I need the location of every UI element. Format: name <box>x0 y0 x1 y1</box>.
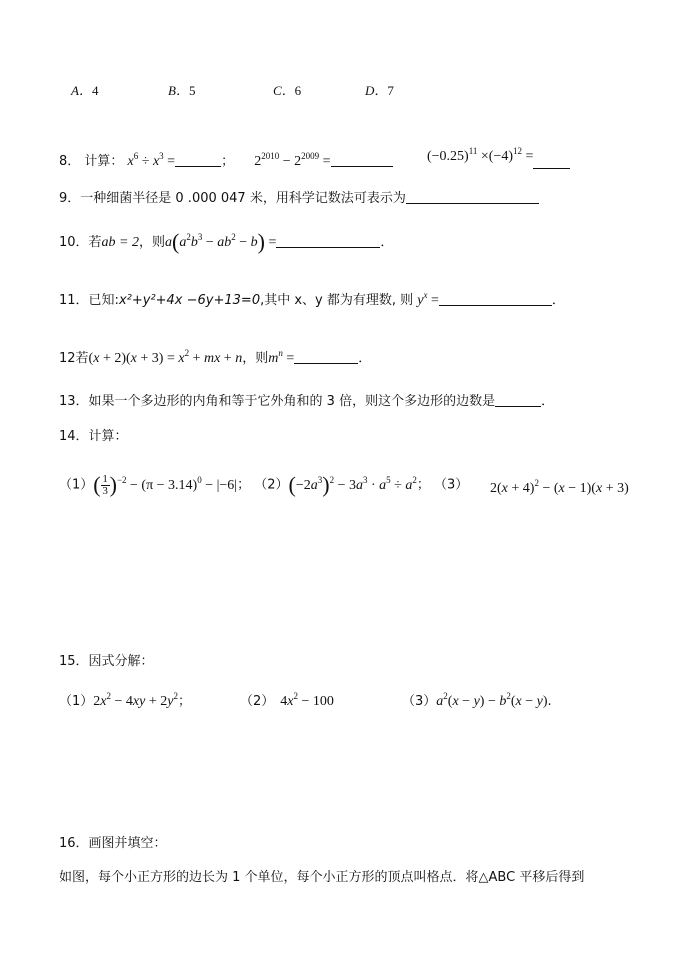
question-16-text: 如图，每个小正方形的边长为 1 个单位，每个小正方形的顶点叫格点．将△ABC 平移后得到 <box>59 870 585 885</box>
question-15-part-3: $(3)a^2(x - y) - b^2(x - y)$. <box>402 691 552 709</box>
option-a: A．4 <box>71 83 99 98</box>
q10-expr: $a(a^2b^3 - ab^2 - b)$ = <box>165 229 277 254</box>
q8-expr-3: $(-0.25)^{11} \times(-4)^{12}$ = <box>427 149 570 169</box>
question-8: 8． 计算： $x^6 \div x^3$ = ； $2^{2010} - 2^{2009}$ = <box>59 153 393 171</box>
option-b: B．5 <box>168 83 196 98</box>
q14-expr-3: $2(x + 4)^2 - (x - 1)(x + 3)$ <box>490 478 629 496</box>
q14-expr-2: $(-2a^3)^2 - 3a^3 \cdot a^5 \div a^2$ <box>288 471 417 497</box>
option-c: C．6 <box>273 83 302 98</box>
question-14: 14．计算： <box>59 429 128 444</box>
question-14-parts: （1）( $\frac{1}{3}$ )$^{-2} - (\pi - 3.14)^0 - |-6|$； $(2)(-2a^3)^2 - 3a^3 \cdot a^5 \div a^2$； （3） <box>59 471 469 497</box>
option-d: D．7 <box>365 83 394 98</box>
q12-expr: $(x + 2)(x + 3) = x^2$ + mx + n <box>88 348 243 366</box>
question-15-part-2: （2） $4x^2 - 100$ <box>240 691 334 709</box>
question-12: 12若$(x + 2)(x + 3) = x^2$ + mx + n，则$m^n$ = ． <box>59 348 372 366</box>
question-15: 15．因式分解： <box>59 654 154 669</box>
question-15-part-1: $(1)2x^2 - 4xy + 2y^2$； <box>59 691 191 709</box>
question-13: 13．如果一个多边形的内角和等于它外角和的 3 倍，则这个多边形的边数是 ． <box>59 394 555 409</box>
question-11: 11．已知:x²+y²+4x −6y+13=0,其中 x、y 都为有理数, 则 $y^x$ = ． <box>59 290 565 308</box>
q8-expr-1: $x^6 \div x^3$ = <box>127 151 176 169</box>
q14-expr-1: ( $\frac{1}{3}$ )$^{-2} - (\pi - 3.14)^0 - |-6|$ <box>93 471 238 497</box>
question-10: 10．若ab = 2，则$a(a^2b^3 - ab^2 - b)$ = ． <box>59 229 394 254</box>
q11-expr: $y^x$ = <box>417 290 439 308</box>
question-9: 9．一种细菌半径是 0 .000 047 米，用科学记数法可表示为 <box>59 190 539 208</box>
question-16: 16．画图并填空： <box>59 836 167 851</box>
q8-expr-2: $2^{2010} - 2^{2009}$ = <box>254 151 331 169</box>
